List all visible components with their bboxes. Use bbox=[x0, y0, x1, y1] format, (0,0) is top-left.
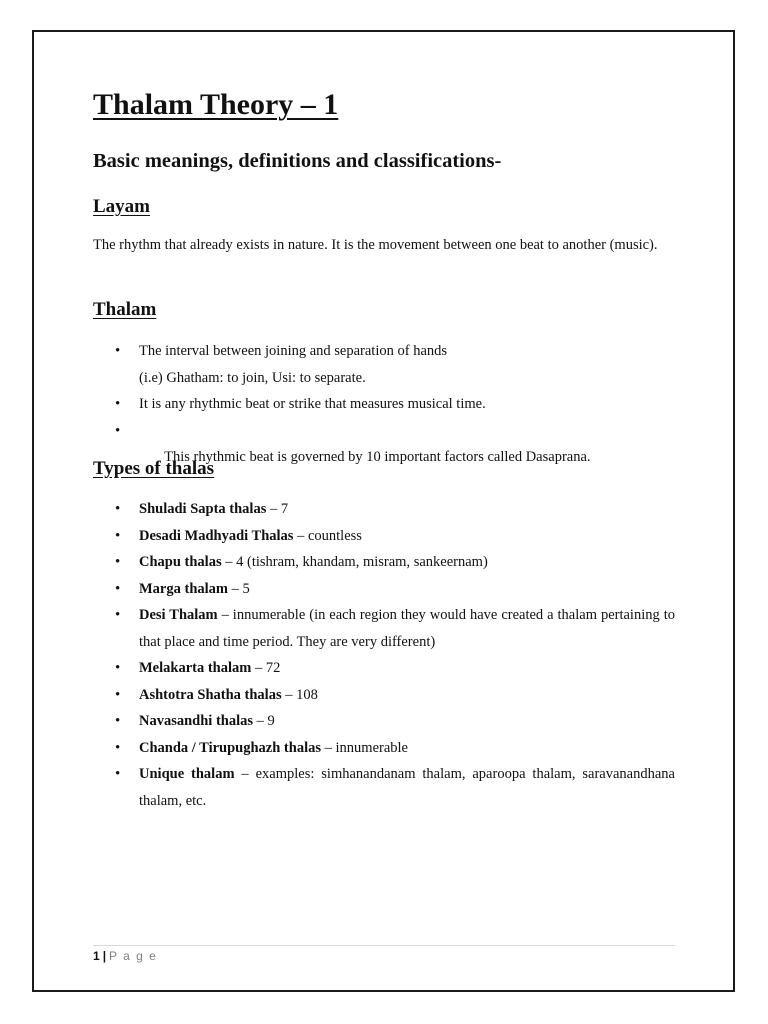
types-bullet-list bbox=[93, 496, 675, 814]
list-item bbox=[93, 496, 675, 523]
list-item-text: It is any rhythmic beat or strike that measures musical time. bbox=[139, 396, 486, 412]
page-number: 1 bbox=[93, 949, 100, 963]
list-item bbox=[93, 391, 675, 418]
heading-layam: Layam bbox=[93, 196, 150, 217]
thala-name: Desadi Madhyadi Thalas bbox=[139, 527, 294, 544]
page-footer bbox=[93, 945, 675, 963]
thala-description: – innumerable bbox=[321, 739, 408, 756]
list-item bbox=[93, 735, 675, 762]
document-title: Thalam Theory – 1 bbox=[93, 88, 339, 121]
thala-description: – examples: simhanandanam thalam, aparoopa thalam, saravanandhana thalam, etc. bbox=[139, 766, 675, 809]
list-item-text: The interval between joining and separation of hands bbox=[139, 343, 448, 359]
heading-thalam: Thalam bbox=[93, 299, 157, 320]
thala-name: Desi Thalam bbox=[139, 607, 218, 623]
list-item-subtext: (i.e) Ghatham: to join, Usi: to separate. bbox=[139, 369, 366, 386]
document-subtitle: Basic meanings, definitions and classifications- bbox=[93, 150, 502, 172]
list-item bbox=[93, 338, 675, 391]
thala-description: – 7 bbox=[266, 501, 289, 517]
thala-description: – 5 bbox=[228, 580, 250, 597]
thala-description: – 108 bbox=[281, 686, 318, 703]
thala-description: – 4 (tishram, khandam, misram, sankeernam) bbox=[221, 554, 488, 570]
thala-description: – 9 bbox=[253, 713, 275, 729]
list-item bbox=[93, 576, 675, 603]
thala-name: Melakarta thalam bbox=[139, 660, 252, 676]
thala-name: Navasandhi thalas bbox=[139, 713, 254, 729]
thala-description: – countless bbox=[293, 527, 362, 544]
list-item bbox=[93, 549, 675, 576]
thala-name: Chapu thalas bbox=[139, 554, 222, 570]
thala-name: Marga thalam bbox=[139, 580, 228, 597]
list-item-text: This rhythmic beat is governed by 10 important factors called Dasaprana. bbox=[160, 449, 591, 465]
list-item bbox=[93, 602, 675, 655]
thala-name: Unique thalam bbox=[139, 766, 235, 782]
heading-types-of-thalas: Types of thalas bbox=[93, 458, 215, 479]
thala-name: Chanda / Tirupughazh thalas bbox=[139, 739, 322, 756]
list-item bbox=[93, 523, 675, 550]
footer-separator: | bbox=[102, 949, 107, 963]
list-item bbox=[93, 655, 675, 682]
page-label: P a g e bbox=[109, 949, 158, 963]
thala-description: – innumerable (in each region they would have created a thalam pertaining to that place and time period. They are very different) bbox=[139, 607, 675, 650]
thala-description: – 72 bbox=[251, 660, 281, 676]
thala-name: Shuladi Sapta thalas bbox=[139, 501, 267, 517]
list-item bbox=[93, 761, 675, 814]
thala-name: Ashtotra Shatha thalas bbox=[139, 686, 282, 703]
list-item bbox=[93, 708, 675, 735]
layam-definition: The rhythm that already exists in nature. It is the movement between one beat to another (music). bbox=[93, 237, 658, 253]
list-item bbox=[93, 682, 675, 709]
document-content bbox=[93, 86, 675, 809]
